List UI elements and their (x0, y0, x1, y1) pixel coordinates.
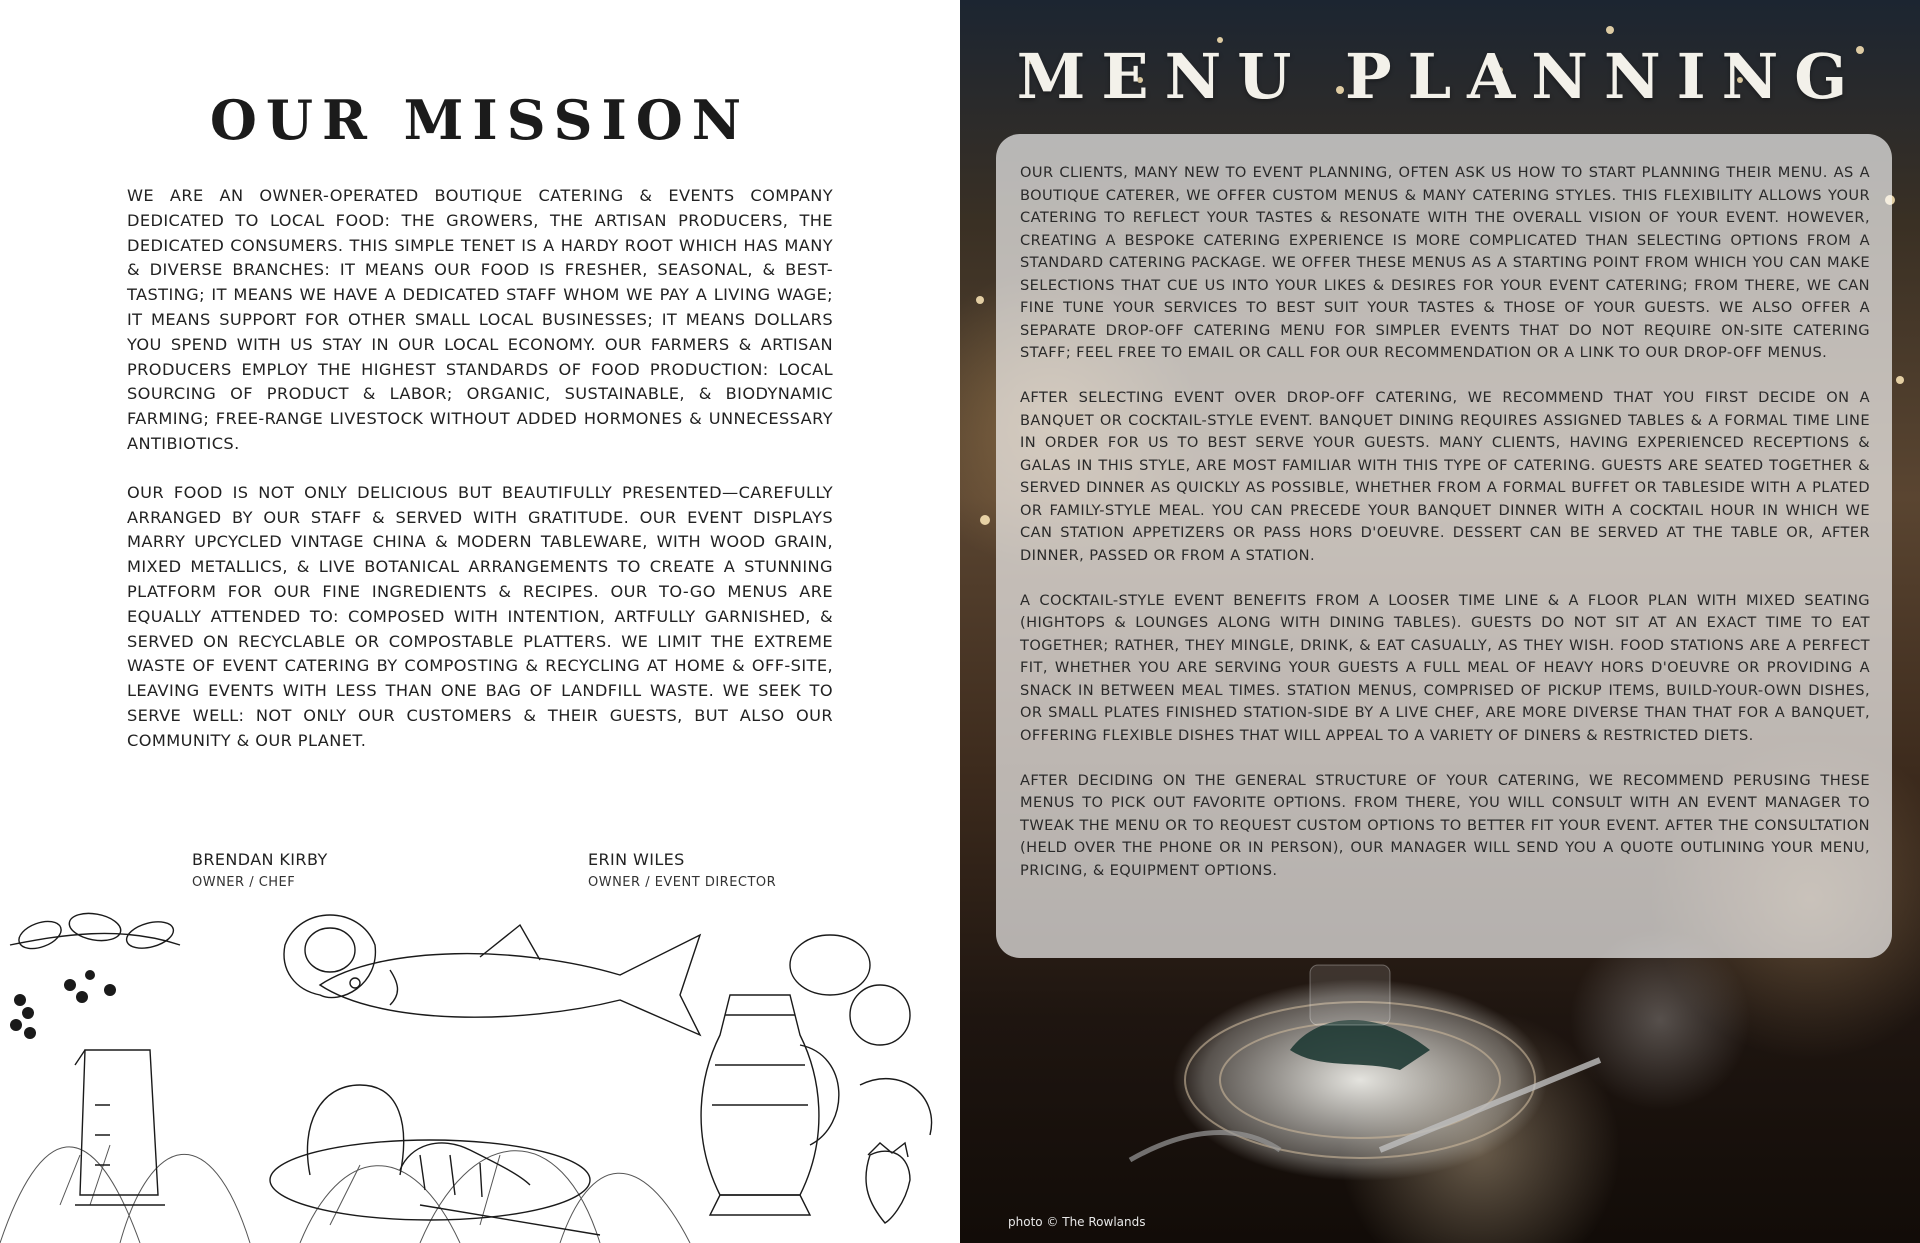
green-napkin-shape (1290, 1020, 1430, 1070)
signature-name: BRENDAN KIRBY (192, 850, 328, 869)
menu-paragraph: A COCKTAIL-STYLE EVENT BENEFITS FROM A LOOSER TIME LINE & A FLOOR PLAN WITH MIXED SEATING (HIGHTOPS & LOUNGES ALONG WITH DINING TABLES). GUESTS DO NOT SIT AT AN EXACT TIME TO EAT TOGETHER; RATHER, THEY MINGLE, DRINK, & EAT CASUALLY, AS THEY WISH. FOOD STATIONS ARE A PERFECT FIT, WHETHER YOU ARE SERVING YOUR GUESTS A FULL MEAL OF HEAVY HORS D'OEUVRE OR PROVIDING A SNACK IN BETWEEN MEAL TIMES. STATION MENUS, COMPRISED OF PICKUP ITEMS, BUILD-YOUR-OWN DISHES, OR SMALL PLATES FINISHED STATION-SIDE BY A LIVE CHEF, ARE MORE DIVERSE THAN THAT FOR A BANQUET, OFFERING FLEXIBLE DISHES THAT WILL APPEAL TO A VARIETY OF DINERS & RESTRICTED DIETS. (1020, 591, 1870, 744)
menu-planning-text-panel (996, 134, 1892, 958)
berry-branch-illustration (10, 910, 180, 1039)
signature-role: OWNER / EVENT DIRECTOR (588, 875, 777, 890)
fruit-leaves-illustration (790, 935, 932, 1135)
signature-role: OWNER / CHEF (192, 875, 296, 890)
menu-paragraph: AFTER SELECTING EVENT OVER DROP-OFF CATERING, WE RECOMMEND THAT YOU FIRST DECIDE ON A BANQUET OR COCKTAIL-STYLE EVENT. BANQUET DINING REQUIRES ASSIGNED TABLES & A FORMAL TIME LINE IN ORDER FOR US TO BEST SERVE YOUR GUESTS. MANY CLIENTS, HAVING EXPERIENCED RECEPTIONS & GALAS IN THIS STYLE, ARE MOST FAMILIAR WITH THIS TYPE OF CATERING. GUESTS ARE SEATED TOGETHER & SERVED DINNER AS QUICKLY AS POSSIBLE, WHETHER FROM A FORMAL BUFFET OR TABLESIDE WITH A PLATED OR FAMILY-STYLE MEAL. YOU CAN PRECEDE YOUR BANQUET DINNER WITH A COCKTAIL HOUR IN WHICH WE CAN STATION APPETIZERS OR PASS HORS D'OEUVRE. DESSERT CAN BE SERVED AT THE TABLE OR, AFTER DINNER, PASSED OR FROM A STATION. (1020, 389, 1870, 564)
right-page-menu-planning (960, 0, 1920, 1243)
knife-shape (1380, 1060, 1600, 1150)
ornate-pitcher-illustration (701, 995, 839, 1215)
signature-owner-chef (192, 850, 328, 890)
mission-body (127, 184, 833, 778)
mission-title: OUR MISSION (209, 88, 751, 152)
mission-paragraph: WE ARE AN OWNER-OPERATED BOUTIQUE CATERING & EVENTS COMPANY DEDICATED TO LOCAL FOOD: THE GROWERS, THE ARTISAN PRODUCERS, THE DEDICATED CONSUMERS. THIS SIMPLE TENET IS A HARDY ROOT WHICH HAS MANY & DIVERSE BRANCHES: IT MEANS OUR FOOD IS FRESHER, SEASONAL, & BEST-TASTING; IT MEANS WE HAVE A DEDICATED STAFF WHOM WE PAY A LIVING WAGE; IT MEANS SUPPORT FOR OTHER SMALL LOCAL BUSINESSES; IT MEANS DOLLARS YOU SPEND WITH US STAY IN OUR LOCAL ECONOMY. OUR FARMERS & ARTISAN PRODUCERS EMPLOY THE HIGHEST STANDARDS OF FOOD PRODUCTION: LOCAL SOURCING OF PRODUCT & LABOR; ORGANIC, SUSTAINABLE, & BIODYNAMIC FARMING; FREE-RANGE LIVESTOCK WITHOUT ADDED HORMONES & UNNECESSARY ANTIBIOTICS. (127, 186, 833, 453)
cut-fruit-illustration (284, 915, 375, 998)
fork-shape (1130, 1133, 1280, 1161)
photo-credit: photo © The Rowlands (1008, 1215, 1146, 1229)
signature-name: ERIN WILES (588, 850, 685, 869)
fish-illustration (320, 925, 700, 1035)
engraved-food-illustration (0, 905, 960, 1243)
menu-paragraph: AFTER DECIDING ON THE GENERAL STRUCTURE OF YOUR CATERING, WE RECOMMEND PERUSING THESE MENUS TO PICK OUT FAVORITE OPTIONS. FROM THERE, YOU WILL CONSULT WITH AN EVENT MANAGER TO TWEAK THE MENU OR TO REQUEST CUSTOM OPTIONS TO BETTER FIT YOUR EVENT. AFTER THE CONSULTATION (HELD OVER THE PHONE OR IN PERSON), OUR MANAGER WILL SEND YOU A QUOTE OUTLINING YOUR MENU, PRICING, & EQUIPMENT OPTIONS. (1020, 771, 1870, 879)
strawberry-illustration (866, 1143, 910, 1223)
measuring-jug-illustration (75, 1050, 165, 1205)
menu-planning-title: MENU PLANNING (1016, 40, 1864, 113)
leafy-greens-illustration (0, 1145, 690, 1243)
signature-event-director (588, 850, 776, 890)
mission-paragraph: OUR FOOD IS NOT ONLY DELICIOUS BUT BEAUTIFULLY PRESENTED—CAREFULLY ARRANGED BY OUR STAFF & SERVED WITH GRATITUDE. OUR EVENT DISPLAYS MARRY UPCYCLED VINTAGE CHINA & MODERN TABLEWARE, WITH WOOD GRAIN, MIXED METALLICS, & LIVE BOTANICAL ARRANGEMENTS TO CREATE A STUNNING PLATFORM FOR OUR FINE INGREDIENTS & RECIPES. OUR TO-GO MENUS ARE EQUALLY ATTENDED TO: COMPOSED WITH INTENTION, ARTFULLY GARNISHED, & SERVED ON RECYCLABLE OR COMPOSTABLE PLATTERS. WE LIMIT THE EXTREME WASTE OF EVENT CATERING BY COMPOSTING & RECYCLING AT HOME & OFF-SITE, LEAVING EVENTS WITH LESS THAN ONE BAG OF LANDFILL WASTE. WE SEEK TO SERVE WELL: NOT ONLY OUR CUSTOMERS & THEIR GUESTS, BUT ALSO OUR COMMUNITY & OUR PLANET. (127, 482, 833, 750)
menu-paragraph: OUR CLIENTS, MANY NEW TO EVENT PLANNING, OFTEN ASK US HOW TO START PLANNING THEIR MENU. AS A BOUTIQUE CATERER, WE OFFER CUSTOM MENUS & MANY CATERING STYLES. THIS FLEXIBILITY ALLOWS YOUR CATERING TO REFLECT YOUR TASTES & RESONATE WITH THE OVERALL VISION OF YOUR EVENT. HOWEVER, CREATING A BESPOKE CATERING EXPERIENCE IS MORE COMPLICATED THAN SELECTING OPTIONS FROM A STANDARD CATERING PACKAGE. WE OFFER THESE MENUS AS A STARTING POINT FROM WHICH YOU CAN MAKE SELECTIONS THAT CUE US INTO YOUR LIKES & DESIRES FOR YOUR EVENT CATERING; FROM THERE, WE CAN FINE TUNE YOUR SERVICES TO BEST SUIT YOUR TASTES & THOSE OF YOUR GUESTS. WE ALSO OFFER A SEPARATE DROP-OFF CATERING MENU FOR SIMPLER EVENTS THAT DO NOT REQUIRE ON-SITE CATERING STAFF; FEEL FREE TO EMAIL OR CALL FOR OUR RECOMMENDATION OR A LINK TO OUR DROP-OFF MENUS. (1020, 164, 1870, 361)
